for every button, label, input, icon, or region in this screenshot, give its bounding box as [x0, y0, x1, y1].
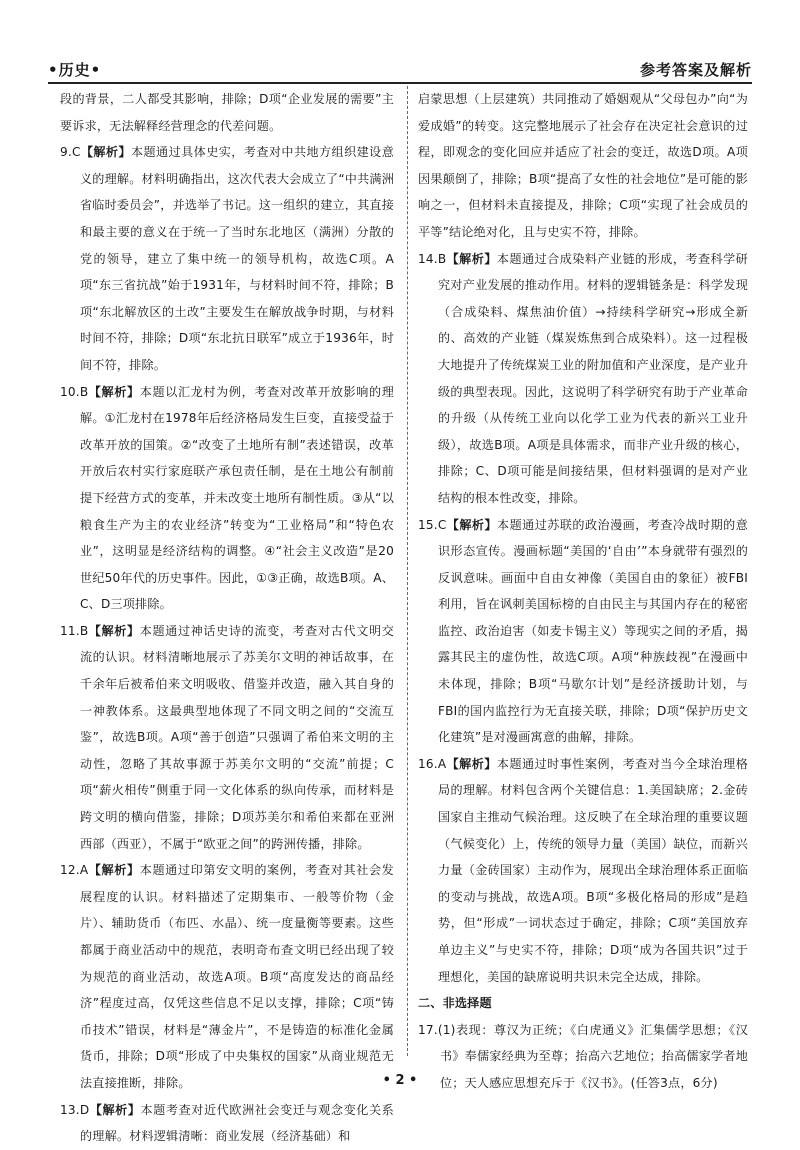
- right-column: [418, 86, 748, 1097]
- answer-number: 14.B: [418, 251, 447, 266]
- answer-item-15: [418, 512, 748, 751]
- analysis-text: 本题考查对近代欧洲社会变迁与观念变化关系的理解。材料逻辑清晰：商业发展（经济基础）和: [80, 1102, 394, 1144]
- answer-item-13: [60, 1097, 394, 1150]
- analysis-text: 本题通过印第安文明的案例，考查对其社会发展程度的认识。材料描述了定期集市、一般等价物（金片）、辅助货币（布匹、水晶）、统一度量衡等要素。这些都属于商业活动中的规范，表明奇布查文明已经出现了较为规范的商业活动，故选A项。B项“高度发达的商品经济”程度过高，仅凭这些信息不足以支撑，排除；C项“铸币技术”错误，材料是“薄金片”，不是铸造的标准化金属货币，排除；D项“形成了中央集权的国家”从商业规范无法直接推断，排除。: [80, 863, 394, 1090]
- analysis-tag: 【解析】: [446, 517, 498, 532]
- answer-item-12: [60, 857, 394, 1096]
- answer-item-14: [418, 246, 748, 512]
- answer-item-11: [60, 618, 394, 857]
- analysis-tag: 【解析】: [446, 251, 497, 266]
- analysis-text: 本题通过神话史诗的流变，考查对古代文明交流的认识。材料清晰地展示了苏美尔文明的神话故事，在千余年后被希伯来文明吸收、借鉴并改造，融入其自身的一神教体系。这最典型地体现了不同文明之间的“交流互鉴”，故选B项。A项“善于创造”只强调了希伯来文明的主动性，忽略了其故事源于苏美尔文明的“交流”前提；C项“薪火相传”侧重于同一文化体系的纵向传承，而材料是跨文明的横向借鉴，排除；D项苏美尔和希伯来都在亚洲西部（西亚），不属于“欧亚之间”的跨洲传播，排除。: [80, 623, 394, 851]
- section-title: 二、非选择题: [418, 996, 492, 1011]
- answer-text: (1)表现：尊汉为正统；《白虎通义》汇集儒学思想；《汉书》奉儒家经典为至尊；抬高六艺地位；抬高儒家学者地位；天人感应思想充斥于《汉书》。(任答3点，6分): [437, 1022, 748, 1090]
- column-divider: [407, 86, 408, 1056]
- answer-number: 10.B: [60, 384, 89, 399]
- answer-item-16: [418, 751, 748, 990]
- subject-label: •历史•: [48, 61, 102, 79]
- header-title: 参考答案及解析: [639, 61, 752, 79]
- continuation-text: 段的背景，二人都受其影响，排除；D项“企业发展的需要”主要诉求，无法解释经营理念的代差问题。: [60, 92, 394, 133]
- page-number: • 2 •: [382, 1073, 418, 1088]
- answer-item-10: [60, 379, 394, 618]
- answer-number: 13.D: [60, 1102, 90, 1117]
- analysis-tag: 【解析】: [89, 1102, 141, 1117]
- answer-number: 9.C: [60, 145, 81, 160]
- page-header: [48, 50, 752, 84]
- left-column: [60, 86, 394, 1150]
- analysis-text: 本题通过具体史实，考查对中共地方组织建设意义的理解。材料明确指出，这次代表大会成立了“中共满洲省临时委员会”，并选举了书记。这一组织的建立，其直接和最主要的意义在于统一了当时东北地区（满洲）分散的党的领导，建立了集中统一的领导机构，故选C项。A项“东三省抗战”始于1931年，与材料时间不符，排除；B项“东北解放区的土改”主要发生在解放战争时期，与材料时间不符，排除；D项“东北抗日联军”成立于1936年，时间不符，排除。: [80, 145, 394, 372]
- analysis-tag: 【解析】: [88, 863, 140, 878]
- continuation-text: 启蒙思想（上层建筑）共同推动了婚姻观从“父母包办”向“为爱成婚”的转变。这完整地展示了社会存在决定社会意识的过程，即观念的变化回应并适应了社会的变迁，故选D项。A项因果颠倒了，排除；B项“提高了女性的社会地位”是可能的影响之一，但材料未直接提及，排除；C项“实现了社会成员的平等”结论绝对化，且与史实不符，排除。: [418, 92, 748, 239]
- answer-number: 15.C: [418, 517, 447, 532]
- analysis-tag: 【解析】: [446, 756, 497, 771]
- analysis-tag: 【解析】: [88, 384, 140, 399]
- answer-number: 17.: [418, 1022, 438, 1037]
- analysis-tag: 【解析】: [88, 623, 140, 638]
- answer-item-9: [60, 139, 394, 378]
- answer-number: 12.A: [60, 863, 89, 878]
- answer-number: 16.A: [418, 756, 447, 771]
- analysis-tag: 【解析】: [80, 145, 131, 160]
- analysis-text: 本题通过苏联的政治漫画，考查冷战时期的意识形态宣传。漫画标题“美国的‘自由’”本身就带有强烈的反讽意味。画面中自由女神像（美国自由的象征）被FBI利用，旨在讽刺美国标榜的自由民主与其国内存在的秘密监控、政治迫害（如麦卡锡主义）等现实之间的矛盾，揭露其民主的虚伪性，故选C项。A项“种族歧视”在漫画中未体现，排除；B项“马歇尔计划”是经济援助计划，与FBI的国内监控行为无直接关联，排除；D项“保护历史文化建筑”是对漫画寓意的曲解，排除。: [438, 517, 748, 745]
- analysis-text: 本题通过合成染料产业链的形成，考查科学研究对产业发展的推动作用。材料的逻辑链条是：科学发现（合成染料、煤焦油价值）→持续科学研究→形成全新的、高效的产业链（煤炭炼焦到合成染料）。这一过程极大地提升了传统煤炭工业的附加值和产业深度，是产业升级的典型表现。因此，这说明了科学研究有助于产业革命的升级（从传统工业向以化学工业为代表的新兴工业升级），故选B项。A项是具体需求，而非产业升级的核心，排除；C、D项可能是间接结果，但材料强调的是对产业结构的根本性改变，排除。: [438, 251, 748, 505]
- answer-number: 11.B: [60, 623, 89, 638]
- analysis-text: 本题通过时事性案例，考查对当今全球治理格局的理解。材料包含两个关键信息：1.美国缺席；2.金砖国家自主推动气候治理。这反映了在全球治理的重要议题（气候变化）上，传统的领导力量（美国）缺位，而新兴力量（金砖国家）主动作为，展现出全球治理体系正面临的变动与挑战，故选A项。B项“多极化格局的形成”是趋势，但“形成”一词状态过于确定，排除；C项“美国放弃单边主义”与史实不符，排除；D项“成为各国共识”过于理想化，美国的缺席说明共识未完全达成，排除。: [438, 756, 748, 984]
- analysis-text: 本题以汇龙村为例，考查对改革开放影响的理解。①汇龙村在1978年后经济格局发生巨变，直接受益于改革开放的国策。②“改变了土地所有制”表述错误，改革开放后农村实行家庭联产承包责任制，是在土地公有制前提下经营方式的变革，并未改变土地所有制性质。③从“以粮食生产为主的农业经济”转变为“工业格局”和“特色农业”，这明显是经济结构的调整。④“社会主义改造”是20世纪50年代的历史事件。因此，①③正确，故选B项。A、C、D三项排除。: [80, 384, 394, 612]
